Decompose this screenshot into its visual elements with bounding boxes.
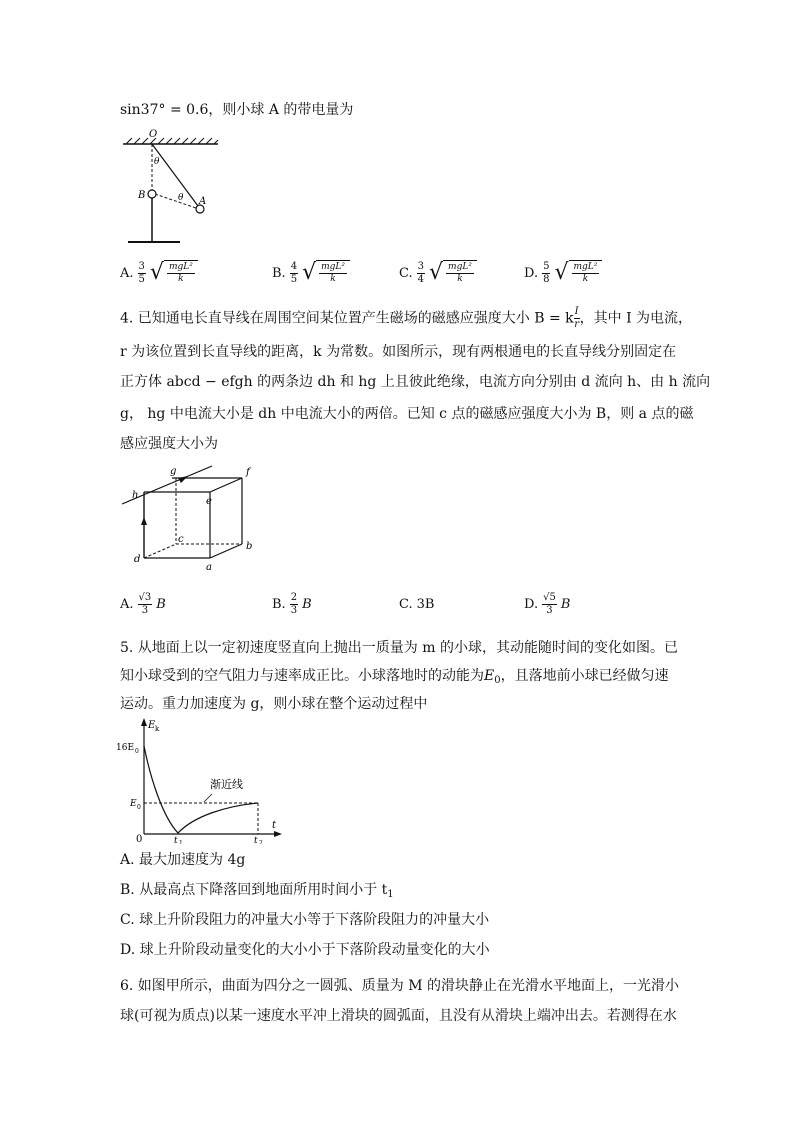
q3-option-c[interactable]: C. $\frac{3}{4}$ √ mgL² k	[399, 260, 477, 286]
svg-text:0: 0	[137, 804, 141, 811]
svg-text:c: c	[178, 534, 184, 545]
q3-figure	[118, 128, 228, 248]
q5-line-2: 知小球受到的空气阻力与速率成正比。小球落地时的动能为$E_0$，且落地前小球已经做匀速	[120, 668, 669, 686]
svg-text:0: 0	[135, 748, 139, 755]
svg-text:e: e	[206, 496, 212, 507]
q4-option-b[interactable]: B. $\frac{2}{3}$ B	[272, 592, 312, 616]
q4-option-d[interactable]: D. $\frac{√5}{3}$ B	[524, 592, 571, 616]
q3-option-d[interactable]: D. $\frac{5}{8}$ √ mgL² k	[524, 260, 602, 286]
svg-text:2: 2	[259, 840, 263, 844]
svg-text:f: f	[246, 467, 250, 478]
q4-line-1: 4. 已知通电长直导线在周围空间某位置产生磁场的磁感应强度大小 B = k $\frac{I}{r}$ ，其中 I 为电流，	[120, 306, 693, 330]
svg-text:B: B	[138, 190, 146, 201]
q5-option-d[interactable]: D. 球上升阶段动量变化的大小小于下落阶段动量变化的大小	[120, 942, 490, 958]
svg-text:h: h	[132, 490, 139, 501]
svg-text:θ: θ	[154, 157, 160, 167]
q4-line-4: g， hg 中电流大小是 dh 中电流大小的两倍。已知 c 点的磁感应强度大小为 B，则 a 点的磁	[120, 406, 694, 422]
q4-option-a[interactable]: A. $\frac{√3}{3}$ B	[120, 592, 166, 616]
q3-option-a[interactable]: A. $\frac{3}{5}$ √ mgL² k	[120, 260, 198, 286]
svg-text:d: d	[134, 554, 141, 565]
svg-text:t: t	[174, 836, 178, 844]
svg-text:1: 1	[179, 840, 183, 844]
q5-line-1: 5. 从地面上以一定初速度竖直向上抛出一质量为 m 的小球，其动能随时间的变化如图。已	[120, 640, 678, 656]
q4-line-2: r 为该位置到长直导线的距离，k 为常数。如图所示，现有两根通电的长直导线分别固定在	[120, 344, 677, 360]
q4-line-5: 感应强度大小为	[120, 436, 218, 452]
q5-option-b[interactable]: B. 从最高点下降落回到地面所用时间小于 $t_1$	[120, 882, 394, 900]
svg-text:g: g	[170, 466, 177, 477]
svg-text:E: E	[130, 799, 137, 809]
svg-text:A: A	[199, 196, 207, 207]
svg-text:b: b	[246, 541, 253, 552]
q4-cube-figure	[118, 462, 268, 577]
svg-text:E: E	[148, 720, 156, 731]
q5-line-3: 运动。重力加速度为 g，则小球在整个运动过程中	[120, 696, 428, 712]
svg-text:O: O	[149, 129, 158, 140]
q6-line-2: 球(可视为质点)以某一速度水平冲上滑块的圆弧面，且没有从滑块上端冲出去。若测得在水	[120, 1008, 677, 1024]
q4-line-3: 正方体 abcd − efgh 的两条边 dh 和 hg 上且彼此绝缘，电流方向分别由 d 流向 h、由 h 流向	[120, 374, 711, 390]
ball-b	[148, 190, 156, 198]
svg-text:θ: θ	[178, 193, 184, 203]
svg-text:0: 0	[136, 834, 143, 844]
svg-text:a: a	[206, 562, 212, 573]
q4-option-c[interactable]: C. 3B	[399, 597, 435, 612]
q3-stem-tail: sin37° = 0.6，则小球 A 的带电量为	[120, 102, 354, 118]
q5-ek-time-graph	[116, 716, 286, 844]
q3-option-b[interactable]: B. $\frac{4}{5}$ √ mgL² k	[272, 260, 350, 286]
svg-text:16E: 16E	[116, 743, 135, 753]
svg-text:t: t	[272, 820, 277, 831]
q6-line-1: 6. 如图甲所示，曲面为四分之一圆弧、质量为 M 的滑块静止在光滑水平地面上，一光滑小	[120, 978, 680, 994]
q5-option-c[interactable]: C. 球上升阶段阻力的冲量大小等于下落阶段阻力的冲量大小	[120, 912, 490, 928]
svg-text:k: k	[155, 725, 160, 733]
svg-text:t: t	[254, 836, 258, 844]
q5-option-a[interactable]: A. 最大加速度为 4g	[120, 852, 246, 868]
svg-text:渐近线: 渐近线	[210, 778, 243, 791]
